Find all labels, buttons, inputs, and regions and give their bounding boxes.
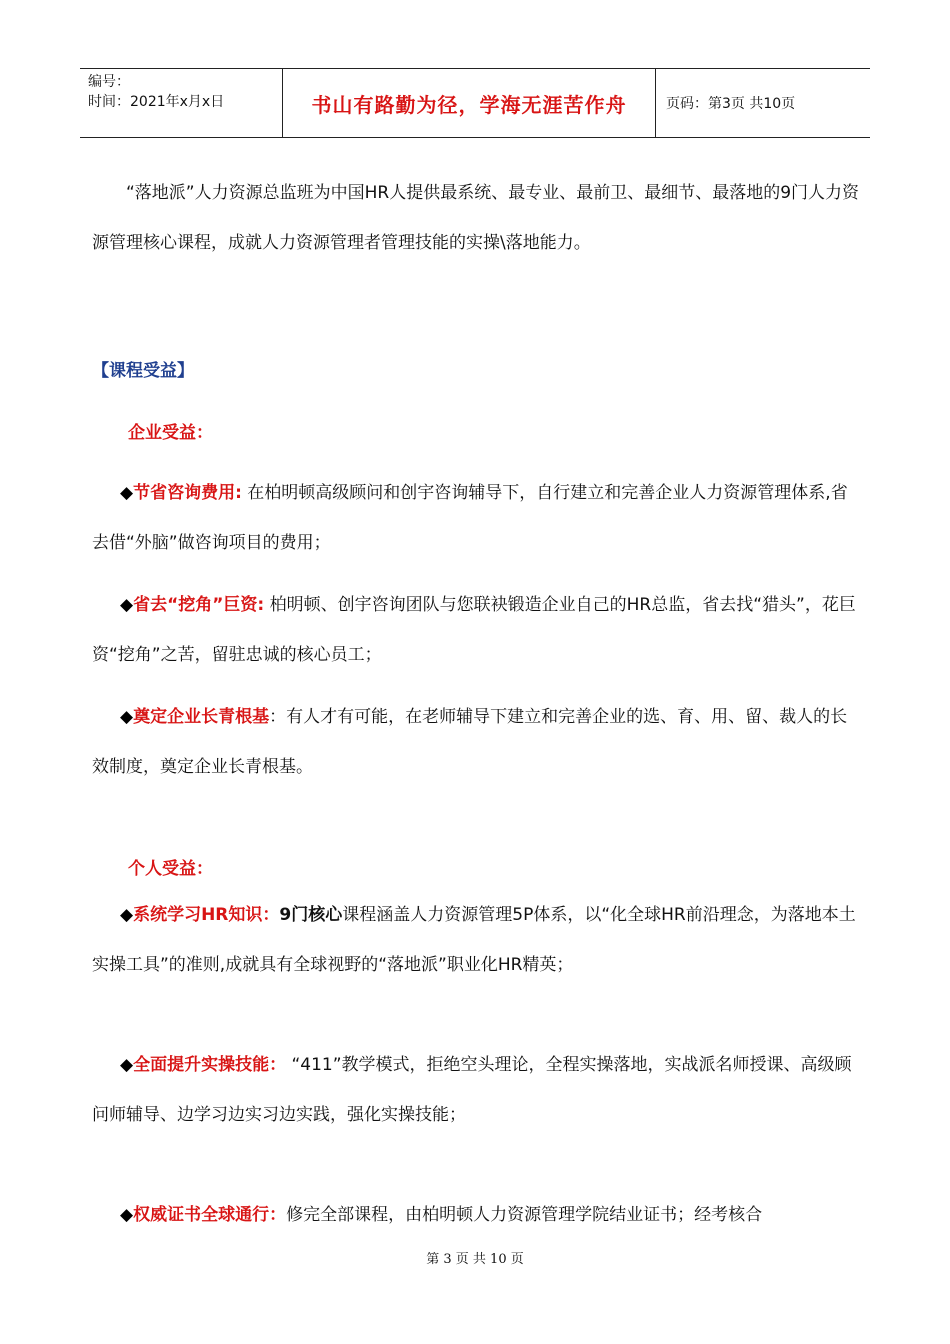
personal-item [92, 890, 862, 990]
diamond-bullet: ◆ [120, 595, 134, 615]
enterprise-item [92, 580, 862, 680]
enterprise-item [92, 692, 862, 792]
item-text: 修完全部课程，由柏明顿人力资源管理学院结业证书；经考核合 [286, 1205, 763, 1225]
diamond-bullet: ◆ [120, 905, 134, 925]
header-meta [80, 69, 282, 137]
section-title: 【课程受益】 [92, 361, 194, 381]
item-text: ：有人才有可能，在老师辅导下建立和完善企业的选、育、用、留、裁人的长效制度，奠定企业长青根基。 [92, 707, 848, 777]
item-head: 权威证书全球通行： [133, 1205, 287, 1225]
time-label: 时间：2021年x月x日 [88, 94, 225, 110]
diamond-bullet: ◆ [120, 1205, 134, 1225]
item-text: “411”教学模式，拒绝空头理论，全程实操落地，实战派名师授课、高级顾问师辅导、边学习边实习边实践，强化实操技能； [92, 1055, 852, 1125]
diamond-bullet: ◆ [120, 707, 134, 727]
personal-title: 个人受益： [128, 859, 213, 879]
enterprise-item [92, 468, 862, 568]
diamond-bullet: ◆ [120, 483, 134, 503]
item-head: 节省咨询费用: [133, 483, 242, 503]
page-footer: 第 3 页 共 10 页 [426, 1252, 524, 1267]
item-head: 省去“挖角”巨资: [133, 595, 265, 615]
header-motto: 书山有路勤为径，学海无涯苦作舟 [282, 69, 656, 137]
item-bold: 9门核心 [279, 905, 343, 925]
personal-item [92, 1190, 862, 1240]
item-text: 课程涵盖人力资源管理5P体系，以“化全球HR前沿理念，为落地本土实操工具”的准则,成就具有全球视野的“落地派”职业化HR精英； [92, 905, 856, 975]
item-text: 在柏明顿高级顾问和创宇咨询辅导下，自行建立和完善企业人力资源管理体系,省去借“外脑”做咨询项目的费用； [92, 483, 848, 553]
number-label: 编号： [88, 74, 130, 90]
page-header [80, 68, 870, 138]
item-head: 系统学习HR知识： [133, 905, 280, 925]
enterprise-title: 企业受益： [128, 423, 213, 443]
diamond-bullet: ◆ [120, 1055, 134, 1075]
item-text: 柏明顿、创宇咨询团队与您联袂锻造企业自己的HR总监，省去找“猎头”，花巨资“挖角”之苦，留驻忠诚的核心员工； [92, 595, 856, 665]
header-page-info: 页码：第3页 共10页 [666, 96, 796, 112]
intro-paragraph: “落地派”人力资源总监班为中国HR人提供最系统、最专业、最前卫、最细节、最落地的9门人力资源管理核心课程，成就人力资源管理者管理技能的实操\落地能力。 [92, 183, 860, 253]
item-head: 全面提升实操技能： [133, 1055, 287, 1075]
personal-item [92, 1040, 862, 1140]
item-head: 奠定企业长青根基 [133, 707, 270, 727]
